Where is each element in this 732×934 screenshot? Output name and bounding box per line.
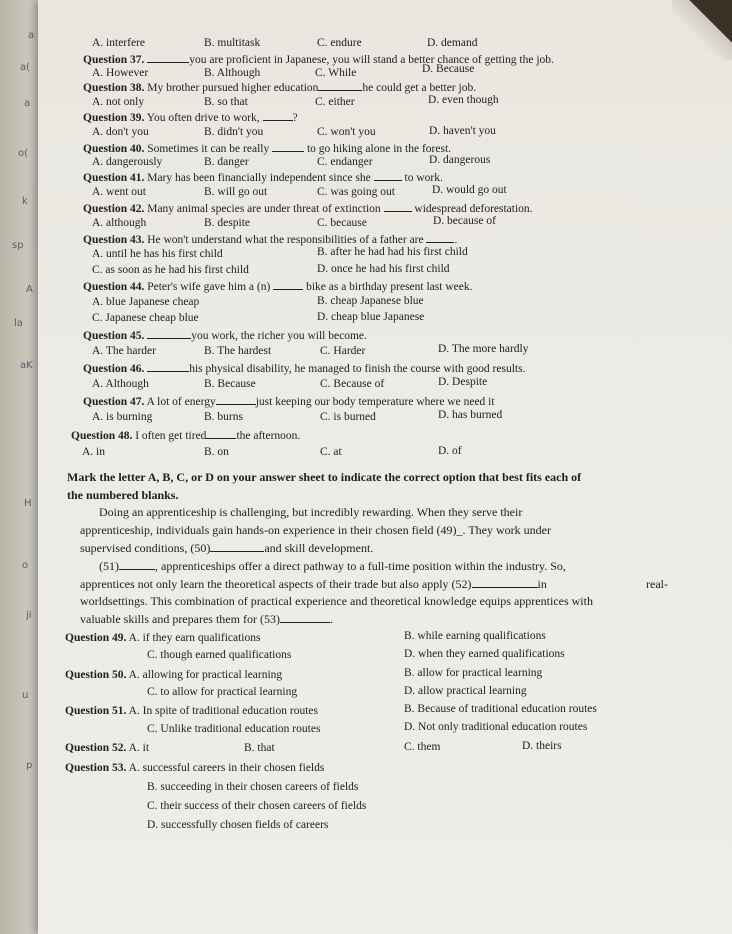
answer-blank (374, 170, 402, 181)
answer-blank (273, 279, 303, 290)
q39-option-d: D. haven't you (429, 125, 496, 137)
q47-option-d: D. has burned (438, 409, 503, 421)
q41-option-c: C. was going out (317, 186, 395, 198)
question-label: Question 43. (83, 234, 145, 246)
question-53 (65, 761, 324, 776)
worksheet-page (38, 0, 732, 934)
passage-line-2: apprenticeship, individuals gain hands-on experience in their chosen field (49)_. They work under (80, 523, 551, 537)
q41-option-b: B. will go out (204, 186, 268, 198)
question-text: to go hiking alone in the forest. (306, 143, 452, 155)
q42-option-c: C. because (317, 217, 367, 229)
worksheet-content (38, 0, 732, 934)
q37-option-a: A. However (92, 67, 149, 79)
q52-option-c: C. them (404, 741, 441, 753)
q51-option-b: B. Because of traditional education routes (404, 703, 597, 715)
q44-option-d: D. cheap blue Japanese (317, 311, 425, 323)
question-label: Question 39. (83, 112, 145, 124)
q41-option-d: D. would go out (432, 184, 507, 196)
q38-option-b: B. so that (204, 96, 248, 108)
q47-option-b: B. burns (204, 411, 243, 423)
question-48 (71, 428, 300, 444)
q46-option-a: A. Although (92, 378, 149, 390)
q46-option-c: C. Because of (320, 378, 385, 390)
answer-blank (426, 232, 454, 243)
question-49 (65, 631, 260, 646)
answer-blank (272, 141, 304, 152)
q36-option-d: D. demand (427, 37, 478, 49)
q47-option-a: A. is burning (92, 411, 153, 423)
q40-option-a: A. dangerously (92, 156, 163, 168)
question-51 (65, 704, 318, 719)
q45-option-a: A. The harder (92, 345, 156, 357)
answer-blank (280, 612, 330, 623)
scrap-mark: sp (12, 240, 24, 251)
q53-option-d: D. successfully chosen fields of careers (147, 819, 329, 831)
question-label: Question 47. (83, 396, 145, 408)
question-text: My brother pursued higher education (147, 82, 319, 94)
scrap-mark: la (14, 318, 23, 329)
scrap-mark: ji (26, 610, 32, 621)
question-44 (83, 279, 472, 295)
q45-option-d: D. The more hardly (438, 343, 529, 355)
question-38 (83, 80, 476, 96)
question-label: Question 45. (83, 330, 145, 342)
scrap-mark: a (24, 98, 31, 109)
question-text: widespread deforestation. (414, 203, 533, 215)
q41-option-a: A. went out (92, 186, 146, 198)
q48-option-b: B. on (204, 446, 229, 458)
question-41 (83, 170, 443, 186)
question-text: Mary has been financially independent since she (147, 172, 371, 184)
q37-option-b: B. Although (204, 67, 261, 79)
instruction-line-1: Mark the letter A, B, C, or D on your answer sheet to indicate the correct option that best fits each of (67, 470, 582, 484)
q39-option-c: C. won't you (317, 126, 376, 138)
question-text: to work. (404, 172, 443, 184)
question-label: Question 49. (65, 632, 127, 644)
q48-option-c: C. at (320, 446, 342, 458)
answer-blank (384, 201, 412, 212)
q42-option-b: B. despite (204, 217, 250, 229)
question-50 (65, 668, 282, 683)
q45-option-c: C. Harder (320, 345, 366, 357)
q52-option-b: B. that (244, 742, 275, 754)
question-text: You often drive to work, (146, 112, 260, 124)
q48-option-a: A. in (82, 446, 105, 458)
scrap-mark: k (22, 196, 28, 207)
question-45 (83, 328, 367, 344)
question-text: Many animal species are under threat of extinction (147, 203, 381, 215)
passage-line-1: Doing an apprenticeship is challenging, but incredibly rewarding. When they serve their (99, 505, 523, 519)
question-52 (65, 741, 149, 756)
q53-option-c: C. their success of their chosen careers of fields (147, 800, 367, 812)
scrap-mark: p (26, 760, 33, 771)
q52-option-d: D. theirs (522, 740, 562, 752)
q43-option-a: A. until he has his first child (92, 248, 223, 260)
q50-option-b: B. allow for practical learning (404, 667, 543, 679)
question-label: Question 40. (83, 143, 145, 155)
question-text: A lot of energy (146, 396, 216, 408)
scrap-mark: a (28, 30, 35, 41)
q40-option-d: D. dangerous (429, 154, 491, 166)
question-text: bike as a birthday present last week. (306, 281, 473, 293)
question-label: Question 46. (83, 363, 145, 375)
question-39 (83, 110, 298, 126)
q38-option-d: D. even though (428, 94, 499, 106)
q49-option-b: B. while earning qualifications (404, 630, 546, 642)
answer-blank (318, 80, 362, 91)
passage-line-7: valuable skills and prepares them for (53) . (80, 612, 333, 626)
q37-option-c: C. While (315, 67, 357, 79)
scrap-mark: a( (20, 62, 31, 73)
q44-option-b: B. cheap Japanese blue (317, 295, 424, 307)
question-label: Question 52. (65, 742, 127, 754)
question-text: his physical disability, he managed to finish the course with good results. (189, 363, 526, 375)
q51-option-d: D. Not only traditional education routes (404, 721, 588, 733)
question-label: Question 37. (83, 54, 145, 66)
q40-option-c: C. endanger (317, 156, 373, 168)
answer-blank (147, 361, 189, 372)
q38-option-a: A. not only (92, 96, 145, 108)
question-text: . (454, 234, 458, 246)
q53-option-a: A. successful careers in their chosen fields (128, 762, 325, 774)
q51-option-a: A. In spite of traditional education routes (128, 705, 318, 717)
question-label: Question 51. (65, 705, 127, 717)
q38-option-c: C. either (315, 96, 355, 108)
q36-option-b: B. multitask (204, 37, 261, 49)
q36-option-a: A. interfere (92, 37, 145, 49)
q43-option-c: C. as soon as he had his first child (92, 264, 249, 276)
question-label: Question 44. (83, 281, 145, 293)
q46-option-b: B. Because (204, 378, 256, 390)
question-text: He won't understand what the responsibilities of a father are (147, 234, 424, 246)
q43-option-b: B. after he had had his first child (317, 246, 468, 258)
q49-option-c: C. though earned qualifications (147, 649, 292, 661)
q42-option-d: D. because of (433, 215, 496, 227)
answer-blank (206, 428, 236, 439)
q37-option-d: D. Because (422, 63, 475, 75)
question-text: Peter's wife gave him a (n) (147, 281, 271, 293)
scrap-mark: A (26, 284, 33, 295)
question-47 (83, 394, 495, 410)
scrap-mark: o( (18, 148, 29, 159)
q50-option-a: A. allowing for practical learning (128, 669, 283, 681)
question-text: ? (292, 112, 298, 124)
answer-blank (210, 541, 264, 552)
question-text: Sometimes it can be really (147, 143, 270, 155)
answer-blank (216, 394, 256, 405)
passage-line-5-end: real- (646, 577, 668, 591)
question-label: Question 48. (71, 430, 133, 442)
question-text: the afternoon. (236, 430, 301, 442)
answer-blank (119, 559, 155, 570)
q42-option-a: A. although (92, 217, 147, 229)
question-label: Question 53. (65, 762, 127, 774)
q49-option-a: A. if they earn qualifications (128, 632, 261, 644)
answer-blank (147, 328, 191, 339)
question-text: just keeping our body temperature where we need it (255, 396, 495, 408)
q52-option-a: A. it (128, 742, 150, 754)
passage-line-4: (51) , apprenticeships offer a direct pathway to a full-time position within the industry. So, (99, 559, 566, 573)
q39-option-a: A. don't you (92, 126, 149, 138)
q44-option-c: C. Japanese cheap blue (92, 312, 199, 324)
scrap-mark: o (22, 560, 29, 571)
instruction-line-2: the numbered blanks. (67, 488, 179, 502)
passage-line-5: apprentices not only learn the theoretical aspects of their trade but also apply (52) in (80, 577, 547, 591)
q48-option-d: D. of (438, 445, 462, 457)
scrap-mark: aK (20, 360, 33, 371)
question-text: you are proficient in Japanese, you will stand a better chance of getting the job. (189, 54, 554, 66)
passage-line-6: worldsettings. This combination of practical experience and theoretical knowledge equips apprentices with (80, 594, 593, 608)
question-text: you work, the richer you will become. (191, 330, 367, 342)
question-label: Question 50. (65, 669, 127, 681)
passage-line-3: supervised conditions, (50) and skill development. (80, 541, 374, 555)
question-label: Question 41. (83, 172, 145, 184)
question-text: he could get a better job. (362, 82, 477, 94)
q53-option-b: B. succeeding in their chosen careers of fields (147, 781, 359, 793)
q40-option-b: B. danger (204, 156, 249, 168)
q46-option-d: D. Despite (438, 376, 488, 388)
answer-blank (147, 52, 189, 63)
q49-option-d: D. when they earned qualifications (404, 648, 565, 660)
q50-option-d: D. allow practical learning (404, 685, 527, 697)
answer-blank (472, 577, 538, 588)
q47-option-c: C. is burned (320, 411, 376, 423)
q44-option-a: A. blue Japanese cheap (92, 296, 200, 308)
q43-option-d: D. once he had his first child (317, 263, 450, 275)
q51-option-c: C. Unlike traditional education routes (147, 723, 321, 735)
scrap-mark: H (24, 498, 32, 509)
question-text: I often get tired (135, 430, 207, 442)
question-label: Question 42. (83, 203, 145, 215)
q45-option-b: B. The hardest (204, 345, 272, 357)
answer-blank (263, 110, 293, 121)
q50-option-c: C. to allow for practical learning (147, 686, 298, 698)
scrap-mark: u (22, 690, 29, 701)
q36-option-c: C. endure (317, 37, 362, 49)
question-label: Question 38. (83, 82, 145, 94)
q39-option-b: B. didn't you (204, 126, 264, 138)
